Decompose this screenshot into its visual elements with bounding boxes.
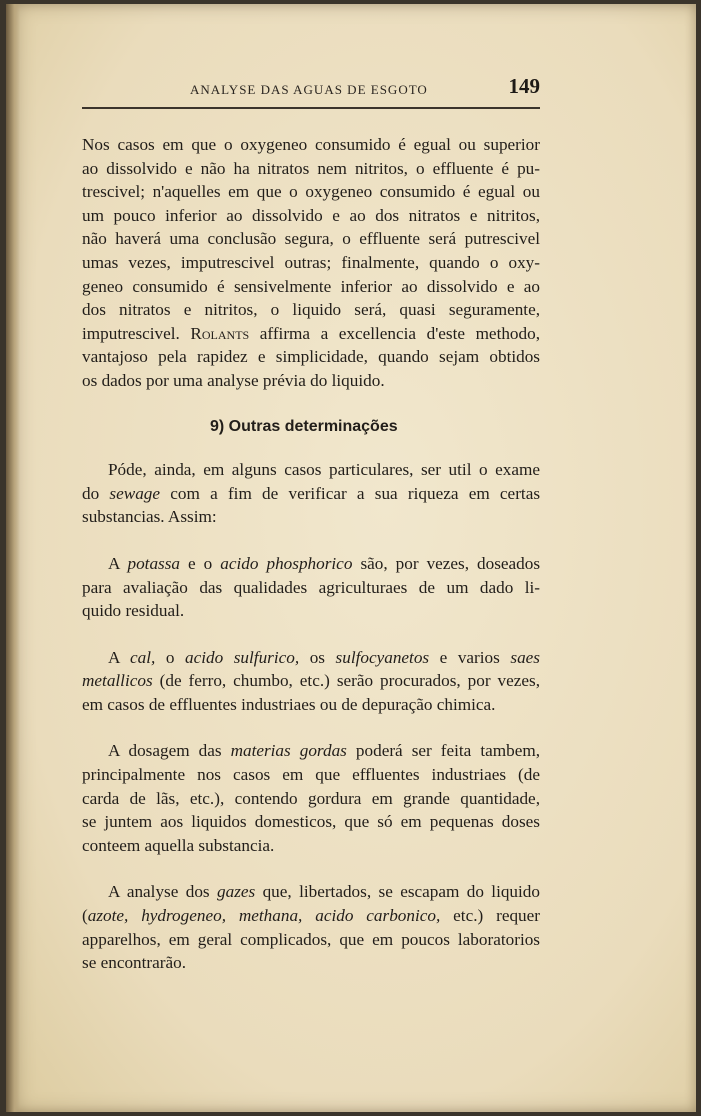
paragraph-other-determinations	[82, 458, 540, 529]
text-line: carda de lãs, etc.), contendo gordura em grande quantidade,	[82, 788, 540, 808]
italic-term: saes	[510, 647, 540, 667]
text-segment: que, libertados, se escapam do liquido	[262, 882, 540, 902]
text-segment: A dosagem das	[108, 741, 222, 761]
paragraph-gap	[82, 857, 540, 880]
italic-term: acido sulfurico,	[185, 647, 300, 667]
paragraph-rolants-method	[82, 133, 540, 393]
page-number: 149	[508, 74, 540, 98]
text-segment: A	[108, 647, 120, 667]
paragraph-gap	[82, 716, 540, 739]
page-header	[74, 74, 540, 104]
text-line: umas vezes, imputrescivel outras; finalmente, quando o oxy-	[82, 252, 540, 272]
page-body	[82, 133, 540, 975]
text-segment: affirma a excellencia d'este methodo,	[259, 323, 541, 343]
text-segment: A analyse dos	[108, 882, 210, 902]
text-line: substancias. Assim:	[82, 507, 217, 527]
text-line: para avaliação das qualidades agriculturaes de um dado li-	[82, 577, 540, 597]
text-segment: o	[165, 647, 175, 667]
section-heading: 9) Outras determinações	[210, 417, 398, 435]
text-line: dos nitratos e nitritos, o liquido será, quasi seguramente,	[82, 300, 540, 320]
paragraph-gap	[82, 623, 540, 646]
text-line: não haverá uma conclusão segura, o effluente será putrescivel	[82, 229, 540, 249]
text-segment: e o	[188, 553, 213, 573]
text-line	[82, 552, 540, 576]
text-line: principalmente nos casos em que effluentes industriaes (de	[82, 765, 540, 785]
text-segment: etc.) requer	[453, 906, 540, 926]
text-segment: do	[82, 483, 100, 503]
italic-term: sewage	[109, 483, 161, 503]
text-line: os dados por uma analyse prévia do liquido.	[82, 370, 385, 390]
paragraph-gap	[82, 529, 540, 552]
text-line: Póde, ainda, em alguns casos particulares, ser util o exame	[108, 460, 540, 480]
paragraph-cal	[82, 646, 540, 717]
text-line: se encontrarão.	[82, 953, 187, 973]
text-line: vantajoso pela rapidez e simplicidade, quando sejam obtidos	[82, 347, 540, 367]
italic-term: sulfocyanetos	[335, 647, 430, 667]
text-segment: (	[82, 906, 88, 926]
text-line	[82, 482, 540, 506]
text-line: conteem aquella substancia.	[82, 835, 275, 855]
text-segment: (de ferro, chumbo, etc.) serão procurados, por vezes,	[159, 671, 540, 691]
italic-term: gazes	[217, 882, 256, 902]
text-segment: são, por vezes, doseados	[360, 553, 541, 573]
italic-term: acido phosphorico	[220, 553, 353, 573]
text-line: quido residual.	[82, 601, 185, 621]
italic-term: materias gordas	[230, 741, 347, 761]
paragraph-potassa	[82, 552, 540, 623]
text-line: trescivel; n'aquelles em que o oxygeneo consumido é egual ou	[82, 182, 540, 202]
text-line	[82, 646, 540, 670]
author-name: Rolants	[190, 323, 250, 343]
text-line	[82, 739, 540, 763]
text-segment: com a fim de verificar a sua riqueza em certas	[170, 483, 541, 503]
text-line: se juntem aos liquidos domesticos, que só em pequenas doses	[82, 812, 540, 832]
italic-term: potassa	[127, 553, 181, 573]
text-segment: A	[108, 553, 120, 573]
text-line: em casos de effluentes industriaes ou de depuração chimica.	[82, 694, 496, 714]
italic-term: cal,	[130, 647, 156, 667]
text-segment: os	[309, 647, 325, 667]
text-segment: e varios	[439, 647, 500, 667]
paragraph-gazes	[82, 880, 540, 974]
text-segment: poderá ser feita tambem,	[355, 741, 540, 761]
text-line	[82, 669, 540, 693]
text-segment: imputrescivel.	[82, 323, 180, 343]
italic-term: metallicos	[82, 671, 153, 691]
text-line: geneo consumido é sensivelmente inferior ao dissolvido e ao	[82, 276, 540, 296]
text-line	[82, 880, 540, 904]
text-line	[82, 904, 540, 928]
text-line	[82, 322, 540, 346]
text-line: um pouco inferior ao dissolvido e ao dos nitratos e nitritos,	[82, 205, 540, 225]
italic-term: azote, hydrogeneo, methana, acido carbonico,	[87, 906, 441, 926]
text-line: Nos casos em que o oxygeneo consumido é egual ou superior	[82, 135, 540, 154]
text-line: ao dissolvido e não ha nitratos nem nitritos, o effluente é pu-	[82, 158, 540, 178]
paragraph-materias-gordas	[82, 739, 540, 857]
header-rule	[82, 107, 540, 109]
text-line: apparelhos, em geral complicados, que em poucos laboratorios	[82, 929, 540, 949]
page-spine-shadow	[6, 4, 20, 1112]
running-head: ANALYSE DAS AGUAS DE ESGOTO	[190, 82, 428, 97]
